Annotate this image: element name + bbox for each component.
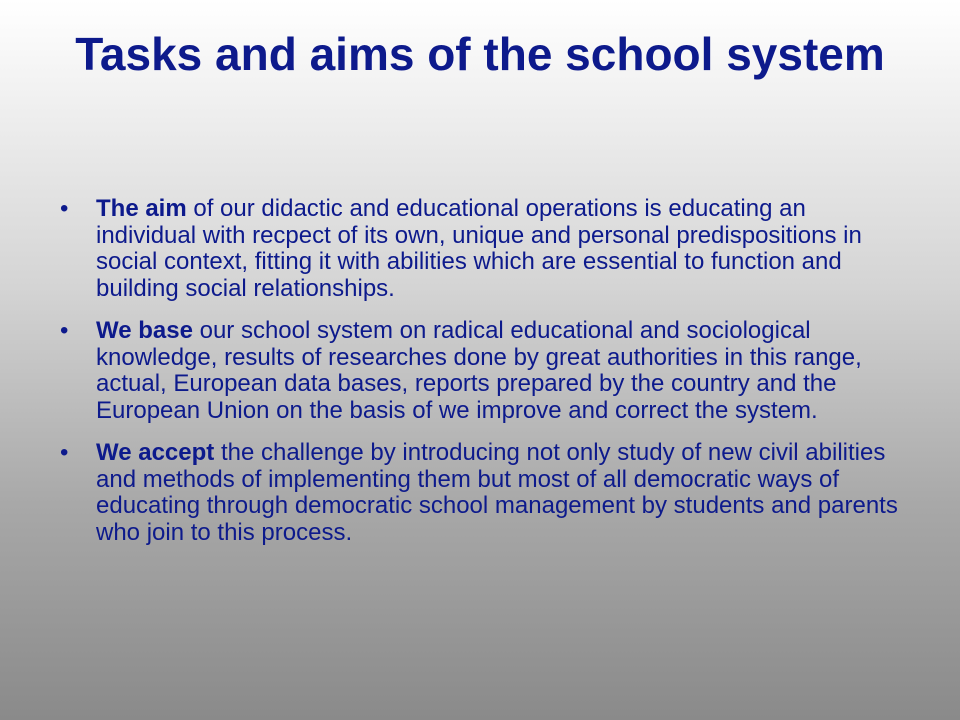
bullet-dot-icon: • <box>60 195 69 222</box>
bullet-item-aim <box>60 196 905 302</box>
bullet-item-accept <box>60 440 905 546</box>
bullet-dot-icon: • <box>60 439 69 466</box>
bullet-item-base <box>60 318 905 424</box>
bullet-dot-icon: • <box>60 317 69 344</box>
bullet-lead: We base <box>96 317 193 344</box>
bullet-list <box>60 196 905 562</box>
bullet-lead: We accept <box>96 439 215 466</box>
slide-title: Tasks and aims of the school system <box>75 28 885 80</box>
bullet-text: the challenge by introducing not only study of new civil abilities and methods of implementing them but most of all democratic ways of educating through democratic school management by students and parents who join to this process. <box>96 439 898 546</box>
bullet-text: our school system on radical educational and sociological knowledge, results of researches done by great authorities in this range, actual, European data bases, reports prepared by the country and the European Union on the basis of we improve and correct the system. <box>96 317 862 424</box>
bullet-text: of our didactic and educational operations is educating an individual with recpect of its own, unique and personal predispositions in social context, fitting it with abilities which are essential to function and building social relationships. <box>96 195 862 302</box>
bullet-lead: The aim <box>96 195 187 222</box>
